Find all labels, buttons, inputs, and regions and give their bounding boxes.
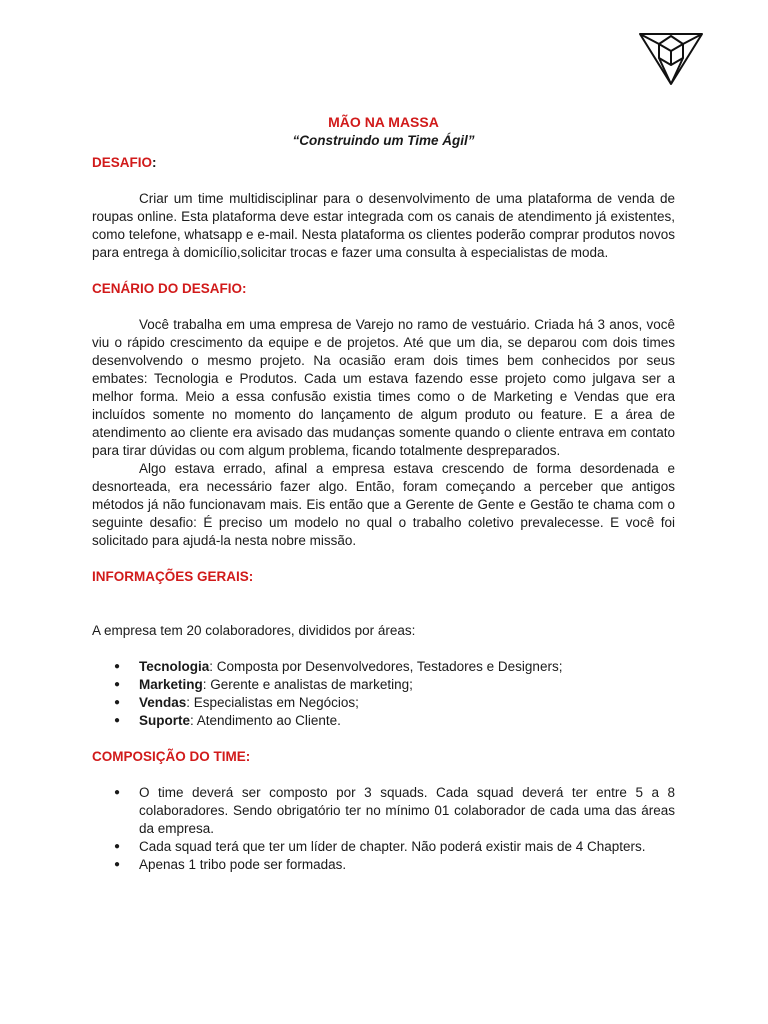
heading-text: DESAFIO [92,155,153,170]
desafio-text: Criar um time multidisciplinar para o desenvolvimento de uma plataforma de venda de roupas online. Esta plataforma deve estar integrada com os canais de atendimento já existentes, como telefone, whatsapp e e-mail. Nesta plataforma os clientes poderão comprar produtos novos para entrega à domicílio,solicitar trocas e fazer uma consulta à especialistas de moda. [92,191,675,260]
list-item: ● Apenas 1 tribo pode ser formadas. [92,856,675,874]
list-item [92,676,675,694]
section-heading-composicao: COMPOSIÇÃO DO TIME: [92,749,251,764]
rules-list [92,784,675,874]
informacoes-intro: A empresa tem 20 colaboradores, divididos por áreas: [92,623,416,638]
section-heading-informacoes: INFORMAÇÕES GERAIS: [92,569,254,584]
document-subtitle: “Construindo um Time Ágil” [292,133,475,148]
area-desc: : Atendimento ao Cliente. [190,713,341,728]
area-name: Tecnologia [139,659,210,674]
heading-colon: : [152,155,157,170]
section-heading-cenario: CENÁRIO DO DESAFIO: [92,281,247,296]
area-desc: : Composta por Desenvolvedores, Testadores e Designers; [209,659,563,674]
section-heading-desafio [92,154,675,172]
area-desc: : Gerente e analistas de marketing; [202,677,413,692]
area-desc: : Especialistas em Negócios; [186,695,359,710]
document-body [92,112,675,874]
list-item [92,694,675,712]
list-item: ● O time deverá ser composto por 3 squads. Cada squad deverá ter entre 5 a 8 colaboradores. Sendo obrigatório ter no mínimo 01 colaborador de cada uma das áreas da empresa. [92,784,675,838]
list-item [92,658,675,676]
area-name: Marketing [139,677,203,692]
cenario-paragraph-1: Você trabalha em uma empresa de Varejo no ramo de vestuário. Criada há 3 anos, você viu o rápido crescimento da equipe e de projetos. Até que um dia, se deparou com dois times desenvolvendo o mesmo projeto. Na ocasião eram dois times bem conhecidos por seus embates: Tecnologia e Produtos. Cada um estava fazendo esse projeto como julgava ser a melhor forma. Meio a essa confusão existia times como o de Marketing e Vendas que era incluídos somente no momento do lançamento de algum produto ou feature. E a área de atendimento ao cliente era avisado das mudanças somente quando o cliente entrava em contato para tirar dúvidas ou com algum problema, ficando totalmente despreparados. [92,317,675,458]
list-item [92,712,675,730]
area-name: Suporte [139,713,191,728]
document-title: MÃO NA MASSA [328,114,439,130]
cenario-paragraph-2: Algo estava errado, afinal a empresa estava crescendo de forma desordenada e desnorteada, era necessário fazer algo. Então, foram começando a perceber que antigos métodos já não funcionavam mais. Eis então que a Gerente de Gente e Gestão te chama com o seguinte desafio: É preciso um modelo no qual o trabalho coletivo prevalecesse. E você foi solicitado para ajudá-la nesta nobre missão. [92,461,675,548]
geometric-triangle-logo-icon [638,30,704,86]
list-item: ● Cada squad terá que ter um líder de chapter. Não poderá existir mais de 4 Chapters. [92,838,675,856]
areas-list [92,658,675,730]
area-name: Vendas [139,695,187,710]
